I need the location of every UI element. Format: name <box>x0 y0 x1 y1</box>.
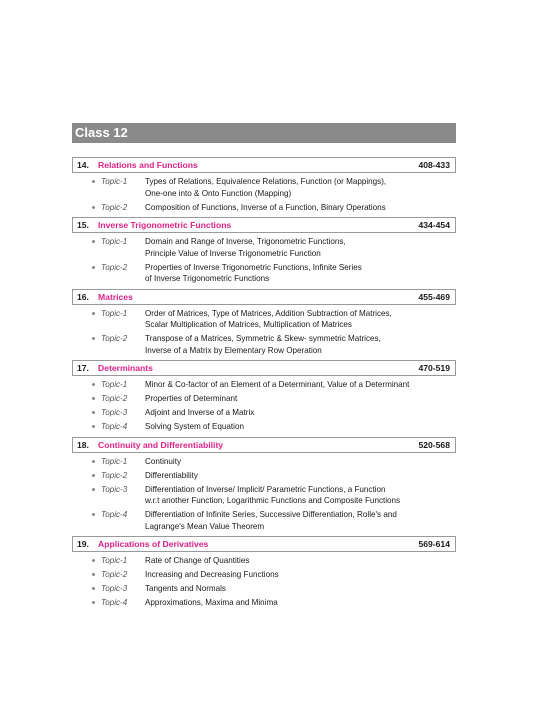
topic-label: Topic-1 <box>101 380 128 389</box>
topic-text: Properties of Determinant <box>145 394 238 403</box>
chapter-title: Continuity and Differentiability <box>98 439 224 450</box>
chapter-section <box>72 157 456 213</box>
topic-text: Lagrange's Mean Value Theorem <box>145 521 265 531</box>
topic-label: Topic-4 <box>101 422 128 431</box>
topic-item <box>72 393 456 405</box>
topic-text: Rate of Change of Quantities <box>145 556 250 565</box>
topic-label: Topic-1 <box>101 308 128 318</box>
topic-list <box>72 176 456 213</box>
topic-label: Topic-1 <box>101 556 128 565</box>
bullet-icon <box>92 460 95 463</box>
chapter-section <box>72 289 456 357</box>
topic-item <box>72 407 456 419</box>
topic-label: Topic-1 <box>101 456 128 466</box>
chapter-section <box>72 360 456 433</box>
chapter-heading <box>72 360 456 376</box>
topic-text: Principle Value of Inverse Trigonometric Function <box>145 248 321 258</box>
topic-item <box>72 583 456 595</box>
bullet-icon <box>92 411 95 414</box>
topic-label: Topic-1 <box>101 177 128 186</box>
topic-label: Topic-2 <box>101 470 128 480</box>
chapter-page-range: 408-433 <box>418 160 450 170</box>
chapter-number: 14. <box>77 160 89 170</box>
topic-item <box>72 262 456 285</box>
chapter-title: Relations and Functions <box>98 160 198 170</box>
topic-text: Continuity <box>145 456 181 466</box>
chapter-section <box>72 536 456 609</box>
topic-text: Differentiability <box>145 470 198 480</box>
bullet-icon <box>92 180 95 183</box>
chapter-page-range: 569-614 <box>418 539 450 549</box>
topic-label: Topic-2 <box>101 334 128 343</box>
chapter-number: 17. <box>77 363 89 373</box>
topic-item <box>72 597 456 609</box>
topic-text: Types of Relations, Equivalence Relations, Function (or Mappings), <box>145 177 387 186</box>
topic-item <box>72 456 456 468</box>
topic-item <box>72 333 456 356</box>
topic-text: w.r.t another Function, Logarithmic Functions and Composite Functions <box>145 496 401 505</box>
bullet-icon <box>92 573 95 576</box>
bullet-icon <box>92 425 95 428</box>
topic-label: Topic-3 <box>101 484 128 494</box>
topic-list <box>72 236 456 285</box>
topic-label: Topic-4 <box>101 598 128 607</box>
bullet-icon <box>92 337 95 340</box>
chapter-heading <box>72 437 456 453</box>
chapter-heading <box>72 536 456 552</box>
topic-label: Topic-2 <box>101 570 128 579</box>
topic-list <box>72 379 456 433</box>
bullet-icon <box>92 383 95 386</box>
topic-item <box>72 379 456 391</box>
chapter-title: Determinants <box>98 363 153 373</box>
topic-item <box>72 421 456 433</box>
bullet-icon <box>92 312 95 315</box>
topic-text: Solving System of Equation <box>145 422 244 431</box>
chapter-title: Applications of Derivatives <box>98 539 209 549</box>
bullet-icon <box>92 601 95 604</box>
topic-text: Transpose of a Matrices, Symmetric & Skew- symmetric Matrices, <box>145 334 381 343</box>
bullet-icon <box>92 474 95 477</box>
topic-text: Increasing and Decreasing Functions <box>145 570 279 579</box>
chapter-section <box>72 217 456 285</box>
topic-item <box>72 176 456 199</box>
topic-text: of Inverse Trigonometric Functions <box>145 274 270 283</box>
bullet-icon <box>92 266 95 269</box>
bullet-icon <box>92 206 95 209</box>
topic-item <box>72 569 456 581</box>
topic-list <box>72 308 456 357</box>
topic-text: Scalar Multiplication of Matrices, Multiplication of Matrices <box>145 320 352 329</box>
topic-text: Tangents and Normals <box>145 584 226 593</box>
chapter-number: 19. <box>77 539 89 549</box>
chapter-list <box>72 157 456 609</box>
class-header: Class 12 <box>72 123 456 143</box>
topic-item <box>72 484 456 507</box>
topic-item <box>72 308 456 331</box>
chapter-page-range: 520-568 <box>418 439 450 450</box>
chapter-page-range: 470-519 <box>418 363 450 373</box>
bullet-icon <box>92 397 95 400</box>
topic-text: One-one into & Onto Function (Mapping) <box>145 188 292 198</box>
chapter-page-range: 455-469 <box>418 291 450 302</box>
topic-text: Differentiation of Inverse/ Implicit/ Parametric Functions, a Function <box>145 484 386 494</box>
topic-item <box>72 202 456 214</box>
contents-page <box>72 123 456 613</box>
chapter-heading <box>72 289 456 305</box>
topic-text: Inverse of a Matrix by Elementary Row Operation <box>145 345 322 355</box>
topic-label: Topic-1 <box>101 237 128 246</box>
chapter-title: Matrices <box>98 291 133 302</box>
topic-item <box>72 509 456 532</box>
chapter-number: 15. <box>77 220 89 230</box>
bullet-icon <box>92 240 95 243</box>
topic-text: Differentiation of Infinite Series, Successive Differentiation, Rolle's and <box>145 510 397 519</box>
topic-text: Approximations, Maxima and Minima <box>145 598 278 607</box>
bullet-icon <box>92 513 95 516</box>
chapter-number: 16. <box>77 291 89 302</box>
chapter-title: Inverse Trigonometric Functions <box>98 220 232 230</box>
chapter-heading <box>72 157 456 173</box>
topic-text: Minor & Co-factor of an Element of a Determinant, Value of a Determinant <box>145 380 410 389</box>
topic-label: Topic-2 <box>101 394 128 403</box>
chapter-section <box>72 437 456 533</box>
topic-text: Properties of Inverse Trigonometric Functions, Infinite Series <box>145 262 362 272</box>
topic-text: Order of Matrices, Type of Matrices, Addition Subtraction of Matrices, <box>145 308 392 318</box>
bullet-icon <box>92 488 95 491</box>
topic-item <box>72 555 456 567</box>
topic-item <box>72 236 456 259</box>
topic-text: Composition of Functions, Inverse of a Function, Binary Operations <box>145 202 386 212</box>
chapter-page-range: 434-454 <box>418 220 450 230</box>
bullet-icon <box>92 559 95 562</box>
topic-list <box>72 555 456 609</box>
topic-label: Topic-4 <box>101 510 128 519</box>
topic-text: Domain and Range of Inverse, Trigonometric Functions, <box>145 237 346 246</box>
topic-label: Topic-3 <box>101 408 128 417</box>
topic-list <box>72 456 456 533</box>
topic-label: Topic-2 <box>101 262 128 272</box>
topic-label: Topic-2 <box>101 202 128 212</box>
chapter-heading <box>72 217 456 233</box>
chapter-number: 18. <box>77 439 89 450</box>
topic-text: Adjoint and Inverse of a Matrix <box>145 408 255 417</box>
topic-label: Topic-3 <box>101 584 128 593</box>
bullet-icon <box>92 587 95 590</box>
topic-item <box>72 470 456 482</box>
